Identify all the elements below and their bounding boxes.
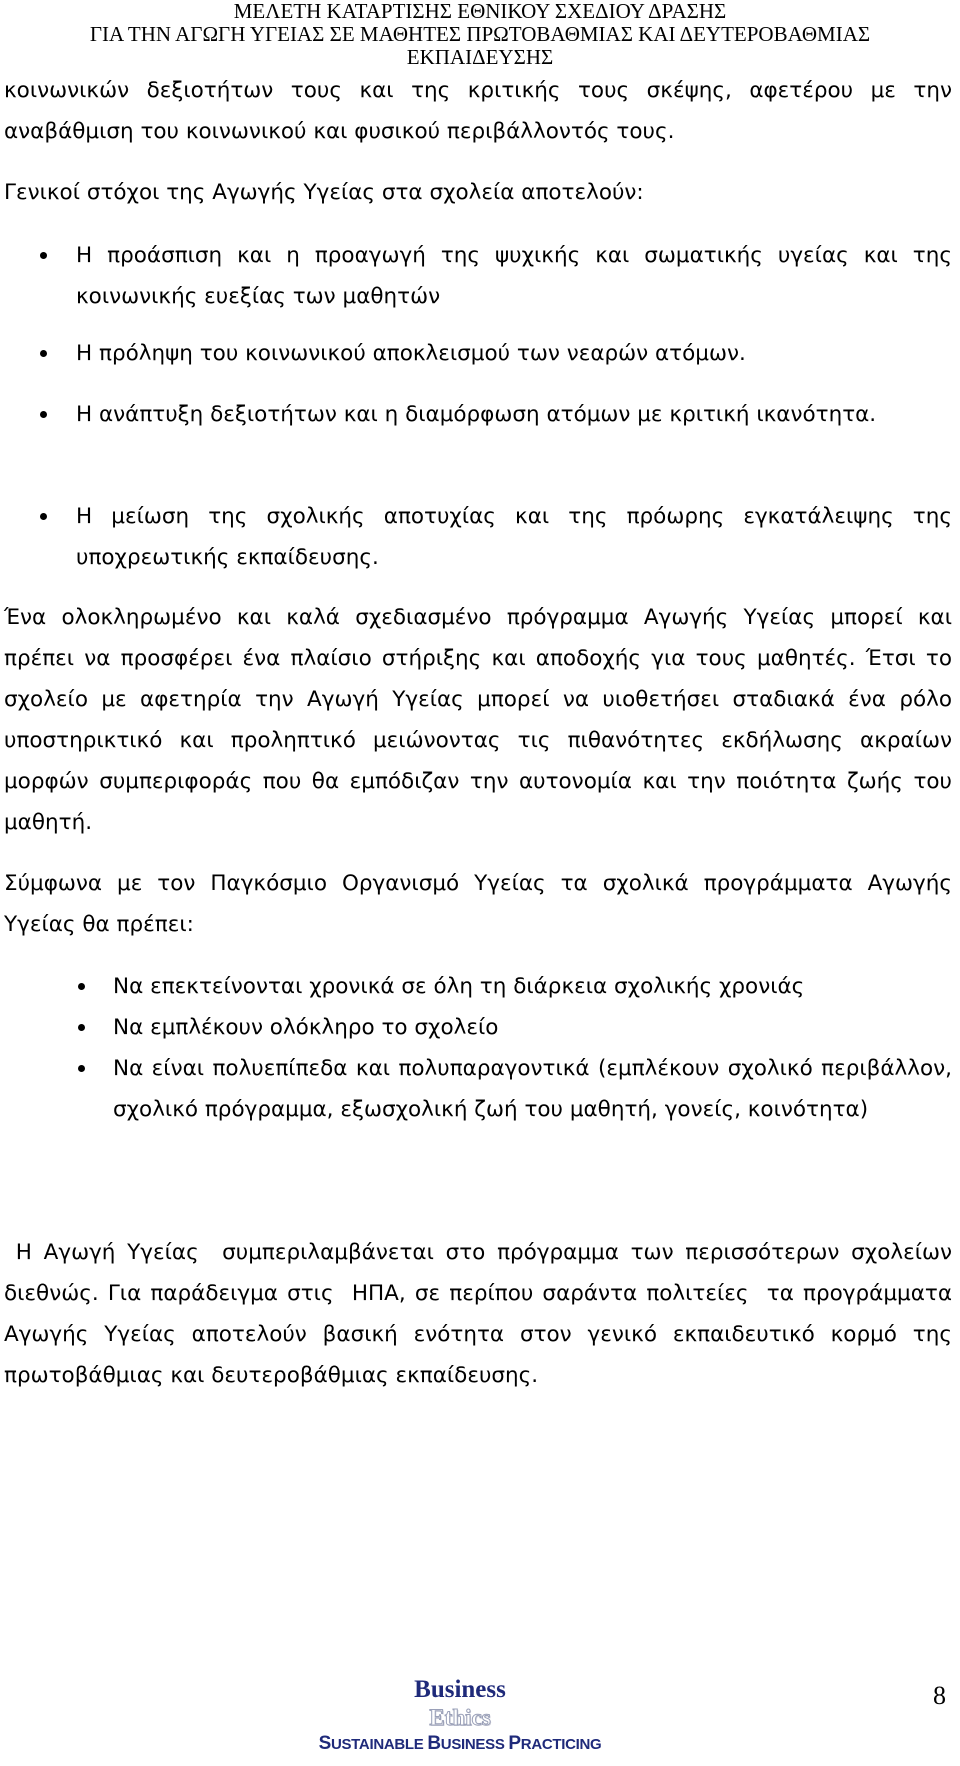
list-item — [113, 1007, 952, 1048]
list-item — [113, 1048, 952, 1130]
goal-text: Η μείωση της σχολικής αποτυχίας και της πρόωρης εγκατάλειψης της υποχρεωτικής εκπαίδευσης. — [76, 504, 952, 570]
tagline-usiness: USINESS — [440, 1736, 509, 1753]
tagline-racticing: RACTICING — [520, 1736, 602, 1753]
bullet-icon — [78, 1065, 85, 1072]
bullet-icon — [40, 252, 47, 259]
bullet-icon — [78, 1024, 85, 1031]
paragraph-intro: κοινωνικών δεξιοτήτων τους και της κριτικής τους σκέψης, αφετέρου με την αναβάθμιση του κοινωνικού και φυσικού περιβάλλοντός τους. — [4, 78, 952, 144]
bullet-icon — [40, 513, 47, 520]
business-ethics-logo — [300, 1675, 620, 1758]
logo-ethics-text: Ethics — [429, 1705, 491, 1730]
paragraph-usa: Η Αγωγή Υγείας συμπεριλαμβάνεται στο πρόγραμμα των περισσότερων σχολείων διεθνώς. Για παράδειγμα στις ΗΠΑ, σε περίπου σαράντα πολιτείες τα προγράμματα Αγωγής Υγείας αποτελούν βασική ενότητα στον γενικό εκπαιδευτικό κορμό της πρωτοβάθμιας και δευτεροβάθμιας εκπαίδευσης. — [4, 1240, 959, 1388]
tagline-p: P — [508, 1733, 521, 1754]
tagline-b: B — [427, 1733, 441, 1754]
list-item — [76, 333, 952, 374]
bullet-icon — [40, 411, 47, 418]
header-line-1: ΜΕΛΕΤΗ ΚΑΤΑΡΤΙΣΗΣ ΕΘΝΙΚΟΥ ΣΧΕΔΙΟΥ ΔΡΑΣΗΣ — [233, 0, 727, 23]
list-item — [76, 496, 952, 578]
list-item — [113, 966, 952, 1007]
tagline-s: S — [318, 1733, 331, 1754]
page-footer — [0, 1675, 960, 1766]
bullet-icon — [78, 983, 85, 990]
paragraph-who: Σύμφωνα με τον Παγκόσμιο Οργανισμό Υγείας τα σχολικά προγράμματα Αγωγής Υγείας θα πρέπει: — [4, 871, 952, 937]
logo-tagline — [300, 1731, 620, 1758]
requirement-text: Να επεκτείνονται χρονικά σε όλη τη διάρκεια σχολικής χρονιάς — [113, 974, 805, 999]
page-number: 8 — [933, 1681, 946, 1710]
list-item — [76, 394, 952, 435]
goal-text: Η ανάπτυξη δεξιοτήτων και η διαμόρφωση ατόμων με κριτική ικανότητα. — [76, 402, 877, 427]
requirement-text: Να είναι πολυεπίπεδα και πολυπαραγοντικά (εμπλέκουν σχολικό περιβάλλον, σχολικό πρόγραμμα, εξωσχολική ζωή του μαθητή, γονείς, κοινότητα) — [113, 1056, 952, 1122]
general-goals-heading: Γενικοί στόχοι της Αγωγής Υγείας στα σχολεία αποτελούν: — [4, 180, 644, 205]
running-header — [0, 0, 960, 69]
goal-text: Η πρόληψη του κοινωνικού αποκλεισμού των νεαρών ατόμων. — [76, 341, 746, 366]
logo-business-text: Business — [414, 1676, 506, 1703]
tagline-ustainable: USTAINABLE — [330, 1736, 428, 1753]
header-line-3: ΕΚΠΑΙΔΕΥΣΗΣ — [406, 45, 554, 69]
paragraph-program: Ένα ολοκληρωμένο και καλά σχεδιασμένο πρόγραμμα Αγωγής Υγείας μπορεί και πρέπει να προσφέρει ένα πλαίσιο στήριξης και αποδοχής για τους μαθητές. Έτσι το σχολείο με αφετηρία την Αγωγή Υγείας μπορεί να υιοθετήσει σταδιακά ένα ρόλο υποστηρικτικό και προληπτικό μειώνοντας τις πιθανότητες εκδήλωσης ακραίων μορφών συμπεριφοράς που θα εμπόδιζαν την αυτονομία και την ποιότητα ζωής του μαθητή. — [4, 605, 952, 835]
header-line-2: ΓΙΑ ΤΗΝ ΑΓΩΓΗ ΥΓΕΙΑΣ ΣΕ ΜΑΘΗΤΕΣ ΠΡΩΤΟΒΑΘΜΙΑΣ ΚΑΙ ΔΕΥΤΕΡΟΒΑΘΜΙΑΣ — [89, 22, 871, 46]
requirement-text: Να εμπλέκουν ολόκληρο το σχολείο — [113, 1015, 499, 1040]
list-item — [76, 235, 952, 317]
bullet-icon — [40, 350, 47, 357]
goal-text: Η προάσπιση και η προαγωγή της ψυχικής και σωματικής υγείας και της κοινωνικής ευεξίας των μαθητών — [76, 243, 952, 309]
